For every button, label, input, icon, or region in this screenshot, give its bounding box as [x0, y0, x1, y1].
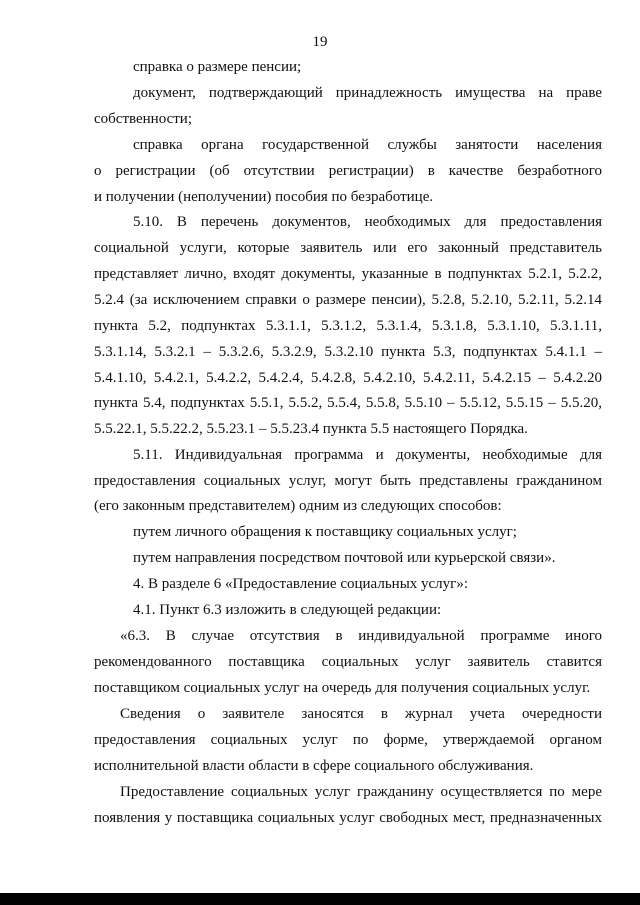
text-line: путем личного обращения к поставщику социальных услуг; [133, 524, 517, 540]
text-line: документ, подтверждающий принадлежность имущества на праве [133, 85, 602, 101]
text-line: пункта 5.2, подпунктах 5.3.1.1, 5.3.1.2, 5.3.1.4, 5.3.1.8, 5.3.1.10, 5.3.1.11, [94, 318, 602, 334]
text-line: 4.1. Пункт 6.3 изложить в следующей редакции: [133, 602, 442, 618]
text-line: предоставления социальных услуг по форме, утверждаемой органом [94, 732, 602, 748]
text-line: появления у поставщика социальных услуг свободных мест, предназначенных [94, 810, 602, 826]
text-line: предоставления социальных услуг, могут быть представлены гражданином [94, 473, 602, 489]
text-line: 5.2.4 (за исключением справки о размере пенсии), 5.2.8, 5.2.10, 5.2.11, 5.2.14 [94, 292, 602, 308]
text-line: 5.10. В перечень документов, необходимых для предоставления [133, 214, 602, 230]
text-line: Сведения о заявителе заносятся в журнал учета очередности [120, 706, 602, 722]
page-number: 19 [312, 34, 328, 50]
text-line: 4. В разделе 6 «Предоставление социальных услуг»: [133, 576, 468, 592]
text-line: пункта 5.4, подпунктах 5.5.1, 5.5.2, 5.5.4, 5.5.8, 5.5.10 – 5.5.12, 5.5.15 – 5.5.20, [94, 395, 602, 411]
text-line: Предоставление социальных услуг гражданину осуществляется по мере [120, 784, 602, 800]
text-line: собственности; [94, 111, 192, 127]
text-line: поставщиком социальных услуг на очередь для получения социальных услуг. [94, 680, 591, 696]
text-line: 5.3.1.14, 5.3.2.1 – 5.3.2.6, 5.3.2.9, 5.3.2.10 пункта 5.3, подпунктах 5.4.1.1 – [94, 344, 602, 360]
text-line: о регистрации (об отсутствии регистрации) в качестве безработного [94, 163, 602, 179]
text-line: «6.3. В случае отсутствия в индивидуальной программе иного [120, 628, 602, 644]
text-line: рекомендованного поставщика социальных услуг заявитель ставится [94, 654, 602, 670]
text-line: исполнительной власти области в сфере социального обслуживания. [94, 758, 534, 774]
text-line: и получении (неполучении) пособия по безработице. [94, 189, 434, 205]
text-line: 5.5.22.1, 5.5.22.2, 5.5.23.1 – 5.5.23.4 пункта 5.5 настоящего Порядка. [94, 421, 528, 437]
text-line: 5.4.1.10, 5.4.2.1, 5.4.2.2, 5.4.2.4, 5.4.2.8, 5.4.2.10, 5.4.2.11, 5.4.2.15 – 5.4.2.20 [94, 370, 602, 386]
text-line: 5.11. Индивидуальная программа и документы, необходимые для [133, 447, 602, 463]
text-line: путем направления посредством почтовой или курьерской связи». [133, 550, 556, 566]
text-line: справка органа государственной службы занятости населения [133, 137, 602, 153]
text-line: справка о размере пенсии; [133, 59, 302, 75]
text-line: социальной услуги, которые заявитель или его законный представитель [94, 240, 602, 256]
text-line: представляет лично, входят документы, указанные в подпунктах 5.2.1, 5.2.2, [94, 266, 602, 282]
scan-bottom-border [0, 893, 640, 905]
text-line: (его законным представителем) одним из следующих способов: [94, 498, 502, 514]
